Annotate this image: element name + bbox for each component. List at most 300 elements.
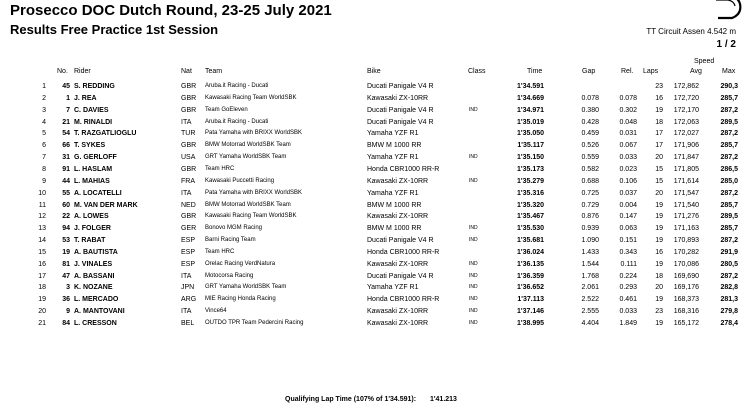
avg-speed: 165,172	[673, 320, 699, 327]
col-gap: Gap	[582, 68, 596, 75]
laps: 18	[655, 118, 663, 126]
gap: 0.078	[581, 94, 599, 102]
laps: 16	[655, 248, 663, 256]
page-subtitle: Results Free Practice 1st Session	[10, 22, 219, 37]
laps: 23	[655, 308, 663, 316]
bike-model: Honda CBR1000 RR-R	[367, 248, 440, 256]
class: IND	[469, 225, 478, 232]
rider-name: A. LOWES	[74, 213, 109, 221]
gap: 2.555	[581, 308, 599, 316]
laps: 20	[655, 189, 663, 197]
avg-speed: 171,163	[673, 225, 699, 233]
lap-time: 1'36.652	[517, 284, 544, 292]
rel-gap: 0.067	[619, 142, 637, 150]
class: IND	[469, 308, 478, 315]
rel-gap: 0.048	[619, 118, 637, 126]
table-row	[0, 188, 750, 199]
gap: 0.459	[581, 130, 599, 138]
nationality: USA	[181, 154, 196, 162]
col-speed: Speed	[694, 58, 715, 65]
gap: 2.061	[581, 284, 599, 292]
table-row	[0, 259, 750, 270]
team-name: Team HRC	[205, 165, 235, 172]
bike-model: Honda CBR1000 RR-R	[367, 296, 440, 304]
table-row	[0, 128, 750, 139]
rider-number: 91	[62, 165, 70, 173]
bike-model: Kawasaki ZX-10RR	[367, 260, 429, 268]
position: 14	[38, 237, 46, 244]
nationality: ITA	[181, 272, 192, 280]
max-speed: 281,3	[720, 296, 738, 304]
rider-number: 21	[62, 118, 70, 126]
max-speed: 279,8	[720, 308, 738, 316]
team-name: Aruba.it Racing - Ducati	[205, 118, 269, 125]
laps: 19	[655, 237, 663, 244]
position: 13	[38, 225, 46, 233]
rider-name: K. NOZANE	[74, 284, 113, 292]
rel-gap: 0.302	[619, 106, 637, 114]
qualifying-note	[285, 396, 457, 403]
team-name: Team HRC	[205, 248, 235, 255]
laps: 15	[655, 177, 663, 185]
class: IND	[469, 260, 478, 267]
rider-number: 31	[62, 154, 70, 162]
gap: 1.544	[581, 260, 599, 268]
rel-gap: 0.111	[620, 260, 637, 268]
rider-name: M. RINALDI	[74, 118, 113, 126]
gap: 1.433	[581, 248, 599, 256]
position: 15	[38, 248, 46, 256]
bike-model: Ducati Panigale V4 R	[367, 106, 434, 114]
bike-model: BMW M 1000 RR	[367, 201, 422, 209]
table-row	[0, 306, 750, 317]
avg-speed: 172,170	[673, 106, 699, 114]
col-no: No.	[57, 68, 68, 75]
team-name: Kawasaki Puccetti Racing	[205, 177, 275, 184]
position: 17	[38, 272, 46, 280]
gap: 0.428	[581, 118, 599, 126]
table-row	[0, 105, 750, 116]
table-row	[0, 200, 750, 211]
rel-gap: 1.849	[619, 320, 637, 327]
table-row	[0, 117, 750, 128]
nationality: NED	[181, 201, 196, 209]
table-row	[0, 271, 750, 282]
bike-model: Kawasaki ZX-10RR	[367, 213, 429, 221]
rider-name: L. MAHIAS	[74, 177, 110, 185]
bike-model: Yamaha YZF R1	[367, 130, 419, 138]
rider-number: 81	[62, 260, 70, 268]
gap: 2.522	[581, 296, 599, 304]
team-name: MIE Racing Honda Racing	[205, 296, 276, 303]
rider-number: 9	[66, 308, 70, 316]
lap-time: 1'35.681	[517, 237, 544, 244]
nationality: FRA	[181, 177, 195, 185]
rider-number: 60	[62, 201, 70, 209]
lap-time: 1'35.467	[517, 213, 544, 221]
col-time: Time	[527, 68, 543, 75]
bike-model: Ducati Panigale V4 R	[367, 118, 434, 126]
avg-speed: 168,316	[673, 308, 699, 316]
gap: 0.688	[581, 177, 599, 185]
laps: 19	[655, 225, 663, 233]
nationality: GBR	[181, 213, 197, 221]
class: IND	[469, 154, 478, 161]
laps: 15	[655, 165, 663, 173]
max-speed: 287,2	[720, 272, 738, 280]
avg-speed: 172,027	[673, 130, 699, 138]
class: IND	[469, 320, 478, 326]
lap-time: 1'36.024	[517, 248, 544, 256]
table-row	[0, 282, 750, 293]
lap-time: 1'34.669	[517, 94, 544, 102]
circuit-info: TT Circuit Assen 4.542 m	[646, 27, 736, 36]
nationality: BEL	[181, 320, 195, 327]
table-row	[0, 318, 750, 329]
position: 9	[42, 177, 46, 185]
lap-time: 1'37.146	[517, 308, 544, 316]
qualifying-label: Qualifying Lap Time (107% of 1'34.591):	[285, 396, 417, 403]
avg-speed: 170,282	[673, 248, 699, 256]
gap: 0.380	[581, 106, 599, 114]
avg-speed: 169,690	[673, 272, 699, 280]
gap: 0.559	[581, 154, 599, 162]
rider-name: A. BASSANI	[74, 272, 115, 280]
nationality: ITA	[181, 308, 192, 316]
max-speed: 289,5	[720, 118, 738, 126]
qualifying-time: 1'41.213	[429, 396, 457, 403]
table-row	[0, 235, 750, 246]
lap-time: 1'35.530	[517, 225, 544, 233]
table-row	[0, 294, 750, 305]
lap-time: 1'35.150	[517, 154, 544, 162]
rider-name: L. CRESSON	[74, 320, 117, 327]
max-speed: 282,8	[720, 284, 738, 292]
avg-speed: 172,720	[673, 94, 699, 102]
bike-model: Honda CBR1000 RR-R	[367, 165, 440, 173]
max-speed: 278,4	[720, 320, 738, 327]
max-speed: 287,2	[720, 154, 738, 162]
bike-model: Kawasaki ZX-10RR	[367, 177, 429, 185]
max-speed: 285,7	[720, 142, 738, 150]
position: 1	[42, 83, 46, 90]
laps: 19	[655, 201, 663, 209]
rider-name: L. HASLAM	[74, 165, 113, 173]
rider-name: T. RABAT	[74, 237, 106, 244]
table-row	[0, 81, 750, 92]
position: 3	[42, 106, 46, 114]
team-name: GRT Yamaha WorldSBK Team	[205, 154, 287, 161]
bike-model: Kawasaki ZX-10RR	[367, 320, 429, 327]
rider-name: T. SYKES	[74, 142, 106, 150]
gap: 0.939	[581, 225, 599, 233]
bike-model: BMW M 1000 RR	[367, 225, 422, 233]
max-speed: 287,2	[720, 189, 738, 197]
team-name: Pata Yamaha with BRIXX WorldSBK	[205, 130, 303, 137]
rider-number: 84	[62, 320, 70, 327]
laps: 20	[655, 284, 663, 292]
team-name: Team GoEleven	[205, 106, 248, 113]
rel-gap: 0.343	[619, 248, 637, 256]
table-row	[0, 93, 750, 104]
rider-name: M. VAN DER MARK	[74, 201, 138, 209]
rel-gap: 0.037	[619, 189, 637, 197]
rider-name: T. RAZGATLIOGLU	[74, 130, 137, 138]
team-name: GRT Yamaha WorldSBK Team	[205, 284, 287, 291]
rider-number: 94	[62, 225, 70, 233]
rel-gap: 0.033	[619, 154, 637, 162]
position: 11	[38, 201, 46, 209]
position: 21	[38, 320, 46, 327]
avg-speed: 169,176	[673, 284, 699, 292]
lap-time: 1'35.279	[517, 177, 544, 185]
nationality: GBR	[181, 94, 197, 102]
rider-number: 47	[62, 272, 70, 280]
position: 6	[42, 142, 46, 150]
nationality: GBR	[181, 165, 197, 173]
bike-model: Ducati Panigale V4 R	[367, 237, 434, 244]
team-name: Kawasaki Racing Team WorldSBK	[205, 94, 297, 101]
col-nat: Nat	[181, 68, 192, 75]
lap-time: 1'35.019	[517, 118, 544, 126]
team-name: Pata Yamaha with BRIXX WorldSBK	[205, 189, 303, 196]
nationality: JPN	[181, 284, 195, 292]
nationality: ESP	[181, 237, 196, 244]
laps: 17	[655, 130, 663, 138]
lap-time: 1'35.320	[517, 201, 544, 209]
table-row	[0, 223, 750, 234]
gap: 0.582	[581, 165, 599, 173]
nationality: TUR	[181, 130, 196, 138]
rider-number: 19	[62, 248, 70, 256]
gap: 4.404	[581, 320, 599, 327]
nationality: GBR	[181, 142, 197, 150]
lap-time: 1'36.359	[517, 272, 544, 280]
laps: 17	[655, 142, 663, 150]
laps: 20	[655, 154, 663, 162]
avg-speed: 171,276	[673, 213, 699, 221]
bike-model: Yamaha YZF R1	[367, 189, 419, 197]
rider-name: J. VINALES	[74, 260, 113, 268]
max-speed: 290,3	[720, 83, 738, 90]
rider-number: 7	[66, 106, 70, 114]
bike-model: Yamaha YZF R1	[367, 284, 419, 292]
position: 16	[38, 260, 46, 268]
team-name: OUTDO TPR Team Pedercini Racing	[205, 320, 304, 326]
nationality: ARG	[181, 296, 197, 304]
col-rider: Rider	[74, 68, 91, 75]
max-speed: 291,9	[720, 248, 738, 256]
lap-time: 1'35.050	[517, 130, 544, 138]
team-name: Vince64	[205, 308, 227, 315]
rider-number: 54	[62, 130, 70, 138]
col-team: Team	[205, 68, 223, 75]
class: IND	[469, 177, 478, 184]
position: 18	[38, 284, 46, 292]
laps: 19	[655, 320, 663, 327]
class: IND	[469, 296, 478, 303]
max-speed: 289,5	[720, 213, 738, 221]
rider-number: 45	[62, 83, 70, 90]
gap: 0.725	[581, 189, 599, 197]
rider-number: 53	[62, 237, 70, 244]
laps: 19	[655, 213, 663, 221]
avg-speed: 168,373	[673, 296, 699, 304]
avg-speed: 170,086	[673, 260, 699, 268]
rel-gap: 0.063	[619, 225, 637, 233]
nationality: ITA	[181, 189, 192, 197]
team-name: Barni Racing Team	[205, 237, 256, 243]
team-name: BMW Motorrad WorldSBK Team	[205, 142, 291, 149]
bike-model: Yamaha YZF R1	[367, 154, 419, 162]
page-number: 1 / 2	[716, 39, 736, 50]
page-title: Prosecco DOC Dutch Round, 23-25 July 2021	[10, 2, 332, 19]
team-name: Kawasaki Racing Team WorldSBK	[205, 213, 297, 220]
rel-gap: 0.147	[619, 213, 637, 221]
avg-speed: 171,547	[673, 189, 699, 197]
rel-gap: 0.461	[619, 296, 637, 304]
rider-name: S. REDDING	[74, 83, 115, 90]
position: 2	[42, 94, 46, 102]
avg-speed: 170,893	[673, 237, 699, 244]
lap-time: 1'34.971	[517, 106, 544, 114]
laps: 23	[655, 83, 663, 90]
table-row	[0, 140, 750, 151]
bike-model: Kawasaki ZX-10RR	[367, 94, 429, 102]
gap: 0.526	[581, 142, 599, 150]
rider-name: L. MERCADO	[74, 296, 119, 304]
rider-name: G. GERLOFF	[74, 154, 117, 162]
avg-speed: 171,847	[673, 154, 699, 162]
rider-number: 36	[62, 296, 70, 304]
lap-time: 1'34.591	[517, 83, 544, 90]
table-row	[0, 211, 750, 222]
col-rel: Rel.	[621, 68, 634, 75]
table-row	[0, 164, 750, 175]
max-speed: 287,2	[720, 106, 738, 114]
col-laps: Laps	[643, 68, 659, 75]
table-row	[0, 247, 750, 258]
team-name: BMW Motorrad WorldSBK Team	[205, 201, 291, 208]
avg-speed: 171,540	[673, 201, 699, 209]
position: 10	[38, 189, 46, 197]
lap-time: 1'35.117	[517, 142, 544, 150]
max-speed: 286,5	[720, 165, 738, 173]
max-speed: 287,2	[720, 130, 738, 138]
nationality: GER	[181, 225, 197, 233]
avg-speed: 172,862	[673, 83, 699, 90]
gap: 0.876	[581, 213, 599, 221]
laps: 19	[655, 296, 663, 304]
laps: 19	[655, 260, 663, 268]
rel-gap: 0.224	[619, 272, 637, 280]
laps: 19	[655, 106, 663, 114]
class: IND	[469, 237, 478, 243]
circuit-logo	[610, 0, 750, 22]
col-bike: Bike	[367, 68, 381, 75]
avg-speed: 171,805	[673, 165, 699, 173]
nationality: GBR	[181, 83, 197, 90]
rel-gap: 0.004	[619, 201, 637, 209]
rider-name: J. FOLGER	[74, 225, 111, 233]
rider-name: J. REA	[74, 94, 97, 102]
rel-gap: 0.106	[619, 177, 637, 185]
rider-name: A. MANTOVANI	[74, 308, 125, 316]
rider-number: 66	[62, 142, 70, 150]
col-class: Class	[468, 68, 486, 75]
max-speed: 285,7	[720, 225, 738, 233]
rider-number: 3	[66, 284, 70, 292]
team-name: Bonovo MGM Racing	[205, 225, 263, 232]
rider-name: C. DAVIES	[74, 106, 109, 114]
max-speed: 285,0	[720, 177, 738, 185]
lap-time: 1'38.995	[517, 320, 544, 327]
rel-gap: 0.078	[619, 94, 637, 102]
rel-gap: 0.151	[619, 237, 637, 244]
rel-gap: 0.031	[619, 130, 637, 138]
bike-model: BMW M 1000 RR	[367, 142, 422, 150]
table-row	[0, 152, 750, 163]
table-row	[0, 176, 750, 187]
laps: 18	[655, 272, 663, 280]
nationality: ESP	[181, 248, 196, 256]
bike-model: Ducati Panigale V4 R	[367, 272, 434, 280]
class: IND	[469, 272, 478, 279]
team-name: Orelac Racing VerdNatura	[205, 260, 276, 267]
col-max: Max	[722, 68, 736, 75]
class: IND	[469, 106, 478, 113]
gap: 0.729	[581, 201, 599, 209]
lap-time: 1'35.316	[517, 189, 544, 197]
position: 12	[38, 213, 46, 221]
nationality: ESP	[181, 260, 196, 268]
laps: 16	[655, 94, 663, 102]
avg-speed: 171,906	[673, 142, 699, 150]
max-speed: 287,2	[720, 237, 738, 244]
rel-gap: 0.033	[619, 308, 637, 316]
rel-gap: 0.293	[619, 284, 637, 292]
position: 19	[38, 296, 46, 304]
max-speed: 280,5	[720, 260, 738, 268]
rider-name: A. LOCATELLI	[74, 189, 122, 197]
lap-time: 1'35.173	[517, 165, 544, 173]
avg-speed: 172,063	[673, 118, 699, 126]
position: 7	[42, 154, 46, 162]
rider-name: A. BAUTISTA	[74, 248, 118, 256]
position: 20	[38, 308, 46, 316]
team-name: Aruba.it Racing - Ducati	[205, 83, 269, 89]
position: 8	[42, 165, 46, 173]
rider-number: 55	[62, 189, 70, 197]
max-speed: 285,7	[720, 94, 738, 102]
position: 4	[42, 118, 46, 126]
bike-model: Ducati Panigale V4 R	[367, 83, 434, 90]
rider-number: 1	[66, 94, 70, 102]
nationality: ITA	[181, 118, 192, 126]
gap: 1.768	[581, 272, 599, 280]
gap: 1.090	[581, 237, 599, 244]
lap-time: 1'37.113	[517, 296, 544, 304]
rider-number: 44	[62, 177, 70, 185]
team-name: Motocorsa Racing	[205, 272, 254, 279]
avg-speed: 171,614	[673, 177, 699, 185]
lap-time: 1'36.135	[517, 260, 544, 268]
nationality: GBR	[181, 106, 197, 114]
rel-gap: 0.023	[619, 165, 637, 173]
max-speed: 285,7	[720, 201, 738, 209]
class: IND	[469, 284, 478, 291]
col-avg: Avg	[690, 68, 702, 75]
